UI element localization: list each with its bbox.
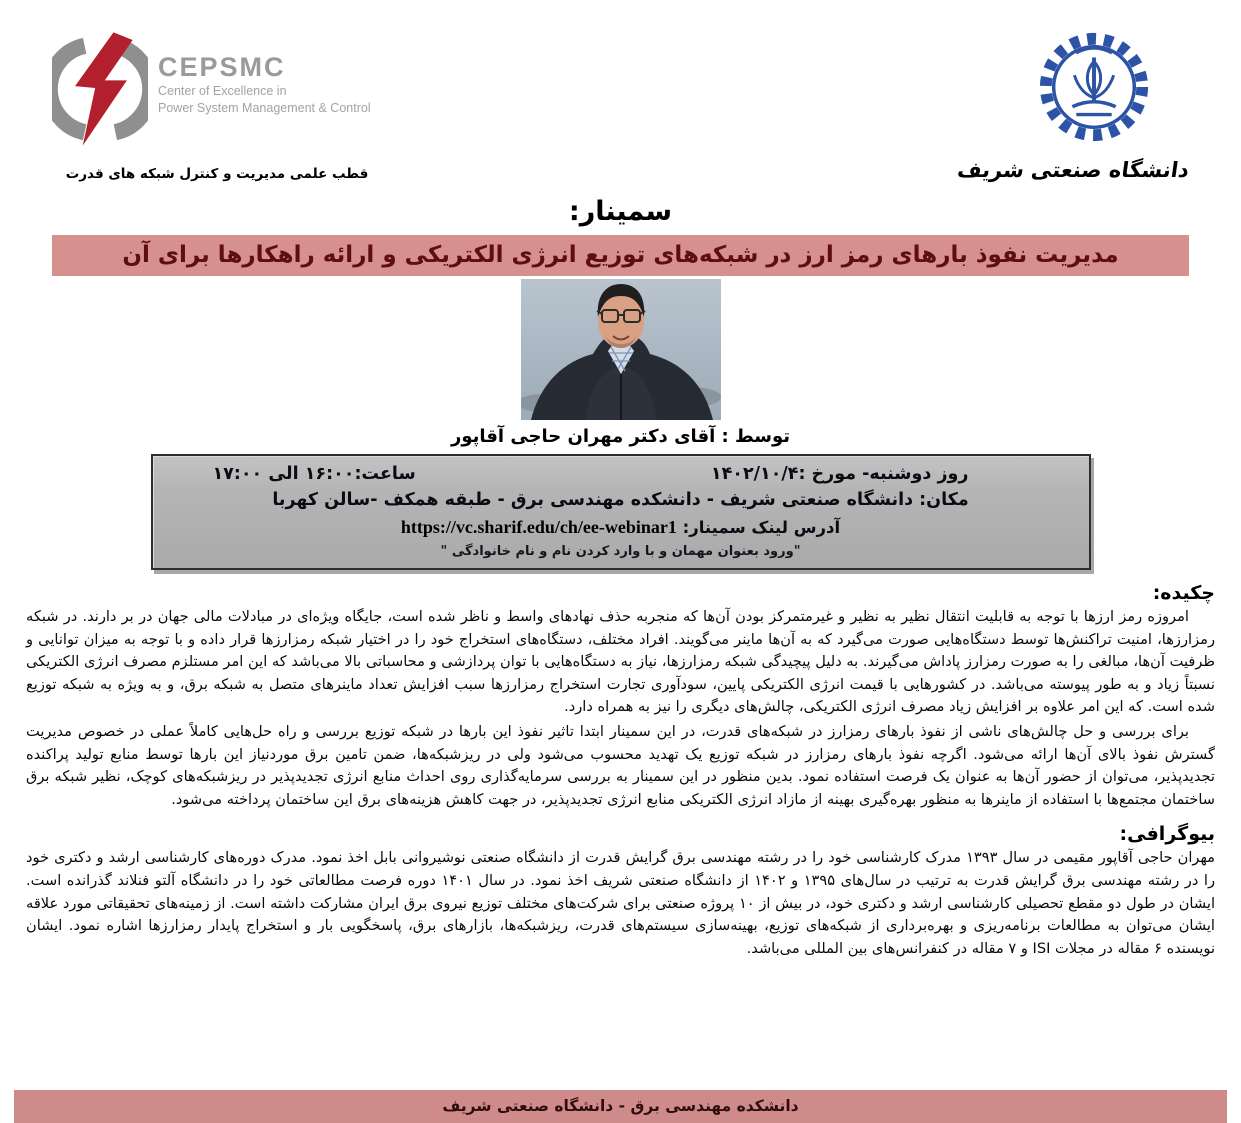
abstract-section [0, 582, 1241, 811]
seminar-title-highlight: مدیریت نفوذ بارهای رمز ارز در شبکه‌های توزیع انرژی الکتریکی و ارائه راهکارها برای آن [52, 235, 1189, 276]
cepsmc-acronym: CEPSMC [158, 52, 286, 82]
link-label: آدرس لینک سمینار: [682, 518, 841, 537]
webinar-link-row [153, 517, 1089, 538]
cepsmc-subtitle-line2: Power System Management & Control [158, 100, 371, 115]
guest-entry-note: "ورود بعنوان مهمان و با وارد کردن نام و نام خانوادگی " [440, 544, 801, 559]
location-text: مکان: دانشگاه صنعتی شریف - دانشکده مهندسی برق - طبقه همکف -سالن کهربا [272, 490, 969, 510]
sharif-university-logo-icon [1035, 28, 1153, 146]
footer-bar: دانشکده مهندسی برق - دانشگاه صنعتی شریف [14, 1090, 1227, 1123]
biography-text: مهران حاجی آقاپور مقیمی در سال ۱۳۹۳ مدرک کارشناسی خود را در رشته مهندسی برق گرایش قدرت از دانشگاه صنعتی نوشیروانی بابل اخذ نمود. مدرک دوره‌های کارشناسی ارشد و دکتری خود را در رشته مهندسی برق گرایش قدرت به ترتیب در سال‌های ۱۳۹۵ و ۱۴۰۲ از دانشگاه صنعتی شریف اخذ نمود. در سال ۱۴۰۱ دوره فرصت مطالعاتی خود را در دانشگاه آلتو فنلاند گذرانده است. ایشان در طول دو مقطع تحصیلی کارشناسی ارشد و دکتری خود، در بیش از ۱۰ پروژه صنعتی برای شرکت‌های مختلف توزیع نیروی برق ایران مشارکت داشته است. از زمینه‌های تحقیقاتی مورد علاقه ایشان می‌توان به مطالعات برنامه‌ریزی و بهره‌برداری از شبکه‌های توزیع، بهینه‌سازی سیستم‌های قدرت، ریزشبکه‌ها، بازارهای برق، پاسخگویی بار و استخراج پایدار رمزارزها اشاره نمود. ایشان نویسنده ۶ مقاله در مجلات ISI و ۷ مقاله در کنفرانس‌های بین المللی می‌باشد. [26, 849, 1215, 957]
abstract-paragraph-2: برای بررسی و حل چالش‌های ناشی از نفوذ بارهای رمزارز در شبکه‌های قدرت، در این سمینار ابتدا تاثیر نفوذ این بارها در شبکه توزیع بررسی و راه حل‌هایی کاملاً عملی در خصوص مدیریت گسترش نفوذ بالای آن‌ها ارائه می‌شود. اگرچه نفوذ بارهای رمزارز در شبکه توزیع یک تهدید محسوب می‌شود ولی در ریزشبکه‌ها، ضمن تامین برق موردنیاز این بارها توسط منابع تولید پراکنده تجدیدپذیر، می‌توان از حضور آن‌ها به عنوان یک فرصت استفاده نمود. بدین منظور در این سمینار به بررسی سرمایه‌گذاری روی احداث منابع انرژی تجدیدپذیر در ریزشبکه‌های کوچک، نظیر شبکه برق ساختمان مجتمع‌ها با استفاده از ماینرها به منظور بهره‌گیری بهینه از مازاد انرژی الکتریکی منابع انرژی تجدیدپذیر، در جهت کاهش هزینه‌های برق این ساختمان پرداخته می‌شود. [26, 722, 1215, 808]
webinar-link-url[interactable]: https://vc.sharif.edu/ch/ee-webinar1 [400, 517, 677, 537]
time-text: ساعت:۱۶:۰۰ الی ۱۷:۰۰ [212, 464, 416, 484]
cepsmc-lightning-logo-icon [52, 28, 148, 150]
sharif-logo-block [955, 28, 1191, 182]
cepsmc-wordmark [158, 28, 371, 117]
sharif-university-name: دانشگاه صنعتی شریف [955, 158, 1191, 182]
date-time-row [153, 464, 1089, 484]
cepsmc-persian-caption: قطب علمی مدیریت و کنترل شبکه های قدرت [65, 166, 369, 182]
cepsmc-logo-block [52, 28, 452, 182]
header [0, 0, 1241, 182]
abstract-paragraph-1: امروزه رمز ارزها با توجه به قابلیت انتقال نظیر به نظیر و غیرمتمرکز بودن آن‌ها که منجربه حذف نهادهای واسط و ناظر شده است، جایگاه ویژه‌ای در مبادلات مالی جهان در بر دارند. در شبکه رمزارزها، امنیت تراکنش‌ها توسط دستگاه‌هایی صورت می‌گیرد که به آن‌ها ماینر می‌گویند. افراد مختلف، دستگاه‌های استخراج خود را در اختیار شبکه رمزارزها قرار داده و با توجه به میزان توانایی و ظرفیت آن‌ها، مبالغی را به صورت رمزارز پاداش می‌گیرند. به دلیل پیچیدگی شبکه رمزارزها، نیاز به دستگاه‌هایی با توان پردازشی و محاسباتی بالا می‌باشد که این امر مستلزم مصرف انرژی الکتریکی نسبتاً زیاد و به طور پیوسته می‌باشد. در کشورهایی با قیمت انرژی الکتریکی پایین، سودآوری تجارت استخراج رمزارزها سبب افزایش تعداد ماینرهای متصل به شبکه برق، و به ویژه به شبکه توزیع شده است. که این امر علاوه بر افزایش زیاد مصرف انرژی الکتریکی، چالش‌های دیگری را نیز به همراه دارد. [26, 608, 1215, 716]
seminar-heading: سمینار: [568, 196, 673, 227]
cepsmc-subtitle-line1: Center of Excellence in [158, 84, 287, 98]
speaker-name-line: توسط : آقای دکتر مهران حاجی آقاپور [450, 426, 791, 447]
details-box [151, 454, 1091, 570]
biography-heading: بیوگرافی: [1119, 823, 1215, 846]
photo-container [0, 279, 1241, 424]
biography-section [0, 823, 1241, 960]
date-text: روز دوشنبه- مورخ :۱۴۰۲/۱۰/۴ [710, 464, 969, 484]
abstract-heading: چکیده: [1152, 582, 1215, 604]
speaker-photo [521, 279, 721, 420]
